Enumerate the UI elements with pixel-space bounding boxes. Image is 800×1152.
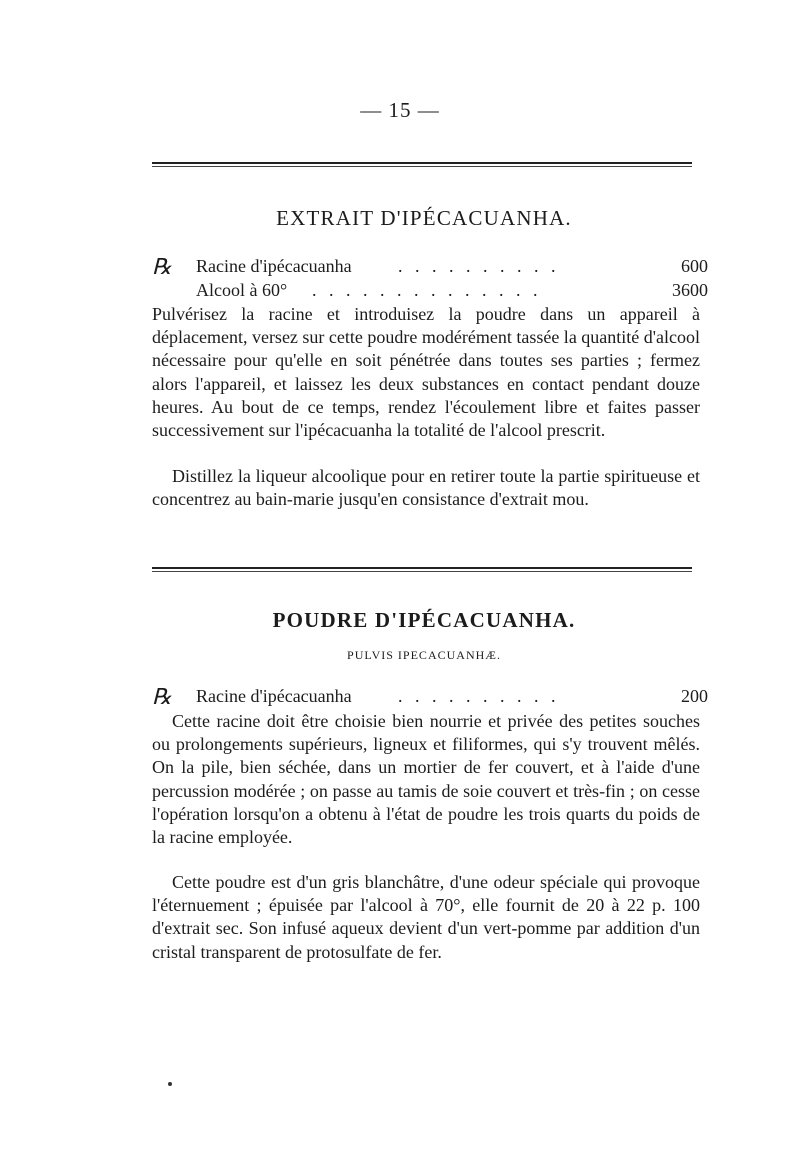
ingredient-quantity: 3600 [672, 280, 708, 300]
ingredient-quantity: 600 [681, 256, 708, 276]
ingredient-name: Racine d'ipécacuanha [196, 256, 352, 276]
paragraph: Pulvérisez la racine et introduisez la poudre dans un appareil à déplacement, versez sur cette poudre modérément tassée la quantité d'alcool nécessaire pour qu'elle en soit pénétrée dans toutes ses parties ; fermez alors l'appareil, et laissez les deux substances en contact pendant douze heures. Au bout de ce temps, rendez l'écoulement libre et faites passer successivement sur l'ipécacuanha la totalité de l'alcool prescrit. [152, 304, 701, 441]
section-title-poudre: POUDRE D'IPÉCACUANHA. [272, 608, 576, 632]
dot-leader: . . . . . . . . . . [398, 256, 560, 276]
section-rule-thin [152, 571, 692, 572]
ingredient-name: Racine d'ipécacuanha [196, 686, 352, 706]
dot-leader: . . . . . . . . . . . . . . [312, 280, 542, 300]
header-rule-thin [152, 166, 692, 167]
recipe-symbol: ℞ [152, 254, 172, 279]
ink-speck [168, 1082, 172, 1086]
recipe-line [152, 256, 708, 280]
recipe-line [152, 280, 708, 304]
ingredient-name: Alcool à 60° [196, 280, 288, 300]
recipe-symbol: ℞ [152, 684, 172, 709]
paragraph: Cette racine doit être choisie bien nourrie et privée des petites souches ou prolongements supérieurs, ligneux et filiformes, qui s'y trouvent mêlés. On la pile, bien séchée, dans un mortier de fer couvert, et à l'aide d'une percussion modérée ; on passe au tamis de soie couvert et très-fin ; on cesse l'opération lorsqu'on a obtenu à l'état de poudre les trois quarts du poids de la racine employée. [152, 711, 700, 848]
recipe-line [152, 686, 708, 710]
section-title-extrait: EXTRAIT D'IPÉCACUANHA. [276, 206, 572, 230]
page-number: — 15 — [360, 98, 440, 122]
paragraph: Distillez la liqueur alcoolique pour en retirer toute la partie spiritueuse et concentrez au bain-marie jusqu'en consistance d'extrait mou. [152, 466, 700, 510]
ingredient-quantity: 200 [681, 686, 708, 706]
section-subtitle-latin: PULVIS IPECACUANHÆ. [347, 648, 501, 662]
header-rule-thick [152, 162, 692, 164]
section-rule-thick [152, 567, 692, 569]
dot-leader: . . . . . . . . . . [398, 686, 560, 706]
paragraph: Cette poudre est d'un gris blanchâtre, d'une odeur spéciale qui provoque l'éternuement ; épuisée par l'alcool à 70°, elle fournit de 20 à 22 p. 100 d'extrait sec. Son infusé aqueux devient d'un vert-pomme par addition d'un cristal transparent de protosulfate de fer. [152, 872, 700, 962]
